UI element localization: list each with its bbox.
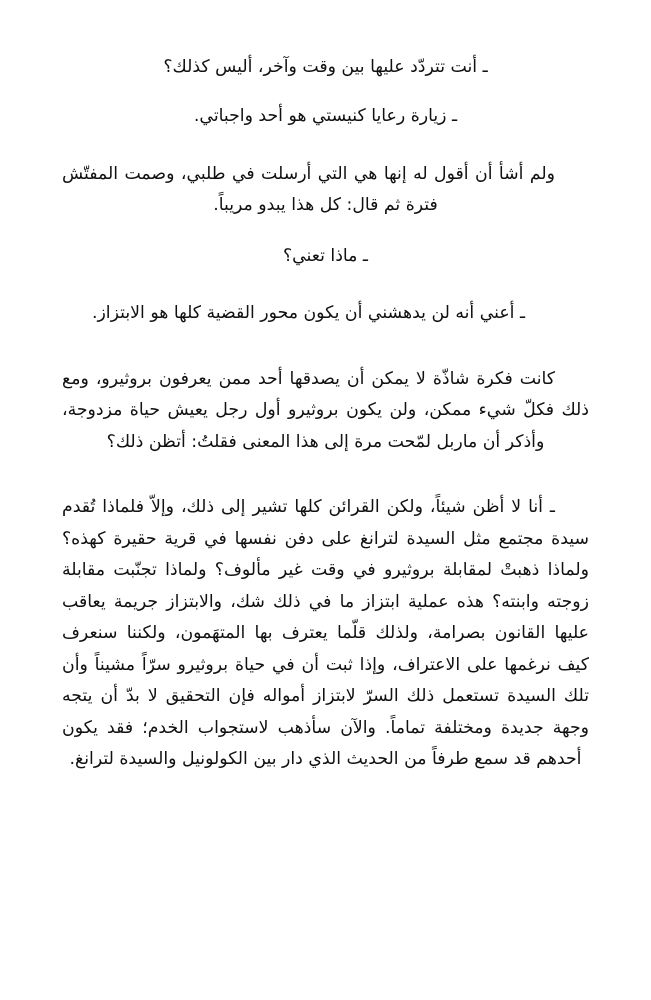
paragraph-1: ولم أشأ أن أقول له إنها هي التي أرسلت في طلبي، وصمت المفتّش فترة ثم قال: كل هذا يبدو مريباً. xyxy=(62,163,555,216)
dialogue-line-1: ـ أنت تتردّد عليها بين وقت وآخر، أليس كذلك؟ xyxy=(163,57,488,77)
dialogue-line-3: ـ ماذا تعني؟ xyxy=(282,245,368,266)
spacer xyxy=(62,146,589,159)
paragraph-4: ـ أنا لا أظن شيئاً، ولكن القرائن كلها تشير إلى ذلك، وإلاّ فلماذا تُقدم سيدة مجتمع مثل السيدة لترانغ على دفن نفسها في قرية حقيرة كهذه؟ ولماذا ذهبتْ لمقابلة بروثيرو في وقت غير مألوف؟ ولماذا تجنّبت مقابلة زوجته وابنته؟ هذه عملية ابتزاز ما في ذلك شك، والابتزاز جريمة يعاقب عليها القانون بصرامة، ولذلك قلّما يعترف بها المتهَمون، ولكننا سنعرف كيف نرغمها على الاعتراف، وإذا ثبت أن في حياة بروثيرو سرّاً مشيناً وأن تلك السيدة تستعمل ذلك السرّ لابتزاز أمواله فإن التحقيق لا بدّ أن يتجه وجهة جديدة ومختلفة تماماً. والآن سأذهب لاستجواب الخدم؛ فقد يكون أحدهم قد سمع طرفاً من الحديث الذي دار بين الكولونيل والسيدة لترانغ. xyxy=(62,497,589,769)
spacer xyxy=(62,344,589,364)
dialogue-line-2: ـ زيارة رعايا كنيستي هو أحد واجباتي. xyxy=(193,106,458,127)
document-body xyxy=(62,52,589,775)
paragraph-3: كانت فكرة شاذّة لا يمكن أن يصدقها أحد ممن يعرفون بروثيرو، ومع ذلك فكلّ شيء ممكن، ولن يكون بروثيرو أول رجل يعيش حياة مزدوجة، وأذكر أن ماربل لمّحت مرة إلى هذا المعنى فقلتُ: أتظن ذلك؟ xyxy=(62,368,589,452)
spacer xyxy=(62,285,589,298)
paragraph-2: ـ أعني أنه لن يدهشني أن يكون محور القضية كلها هو الابتزاز. xyxy=(91,303,526,324)
spacer xyxy=(62,472,589,492)
